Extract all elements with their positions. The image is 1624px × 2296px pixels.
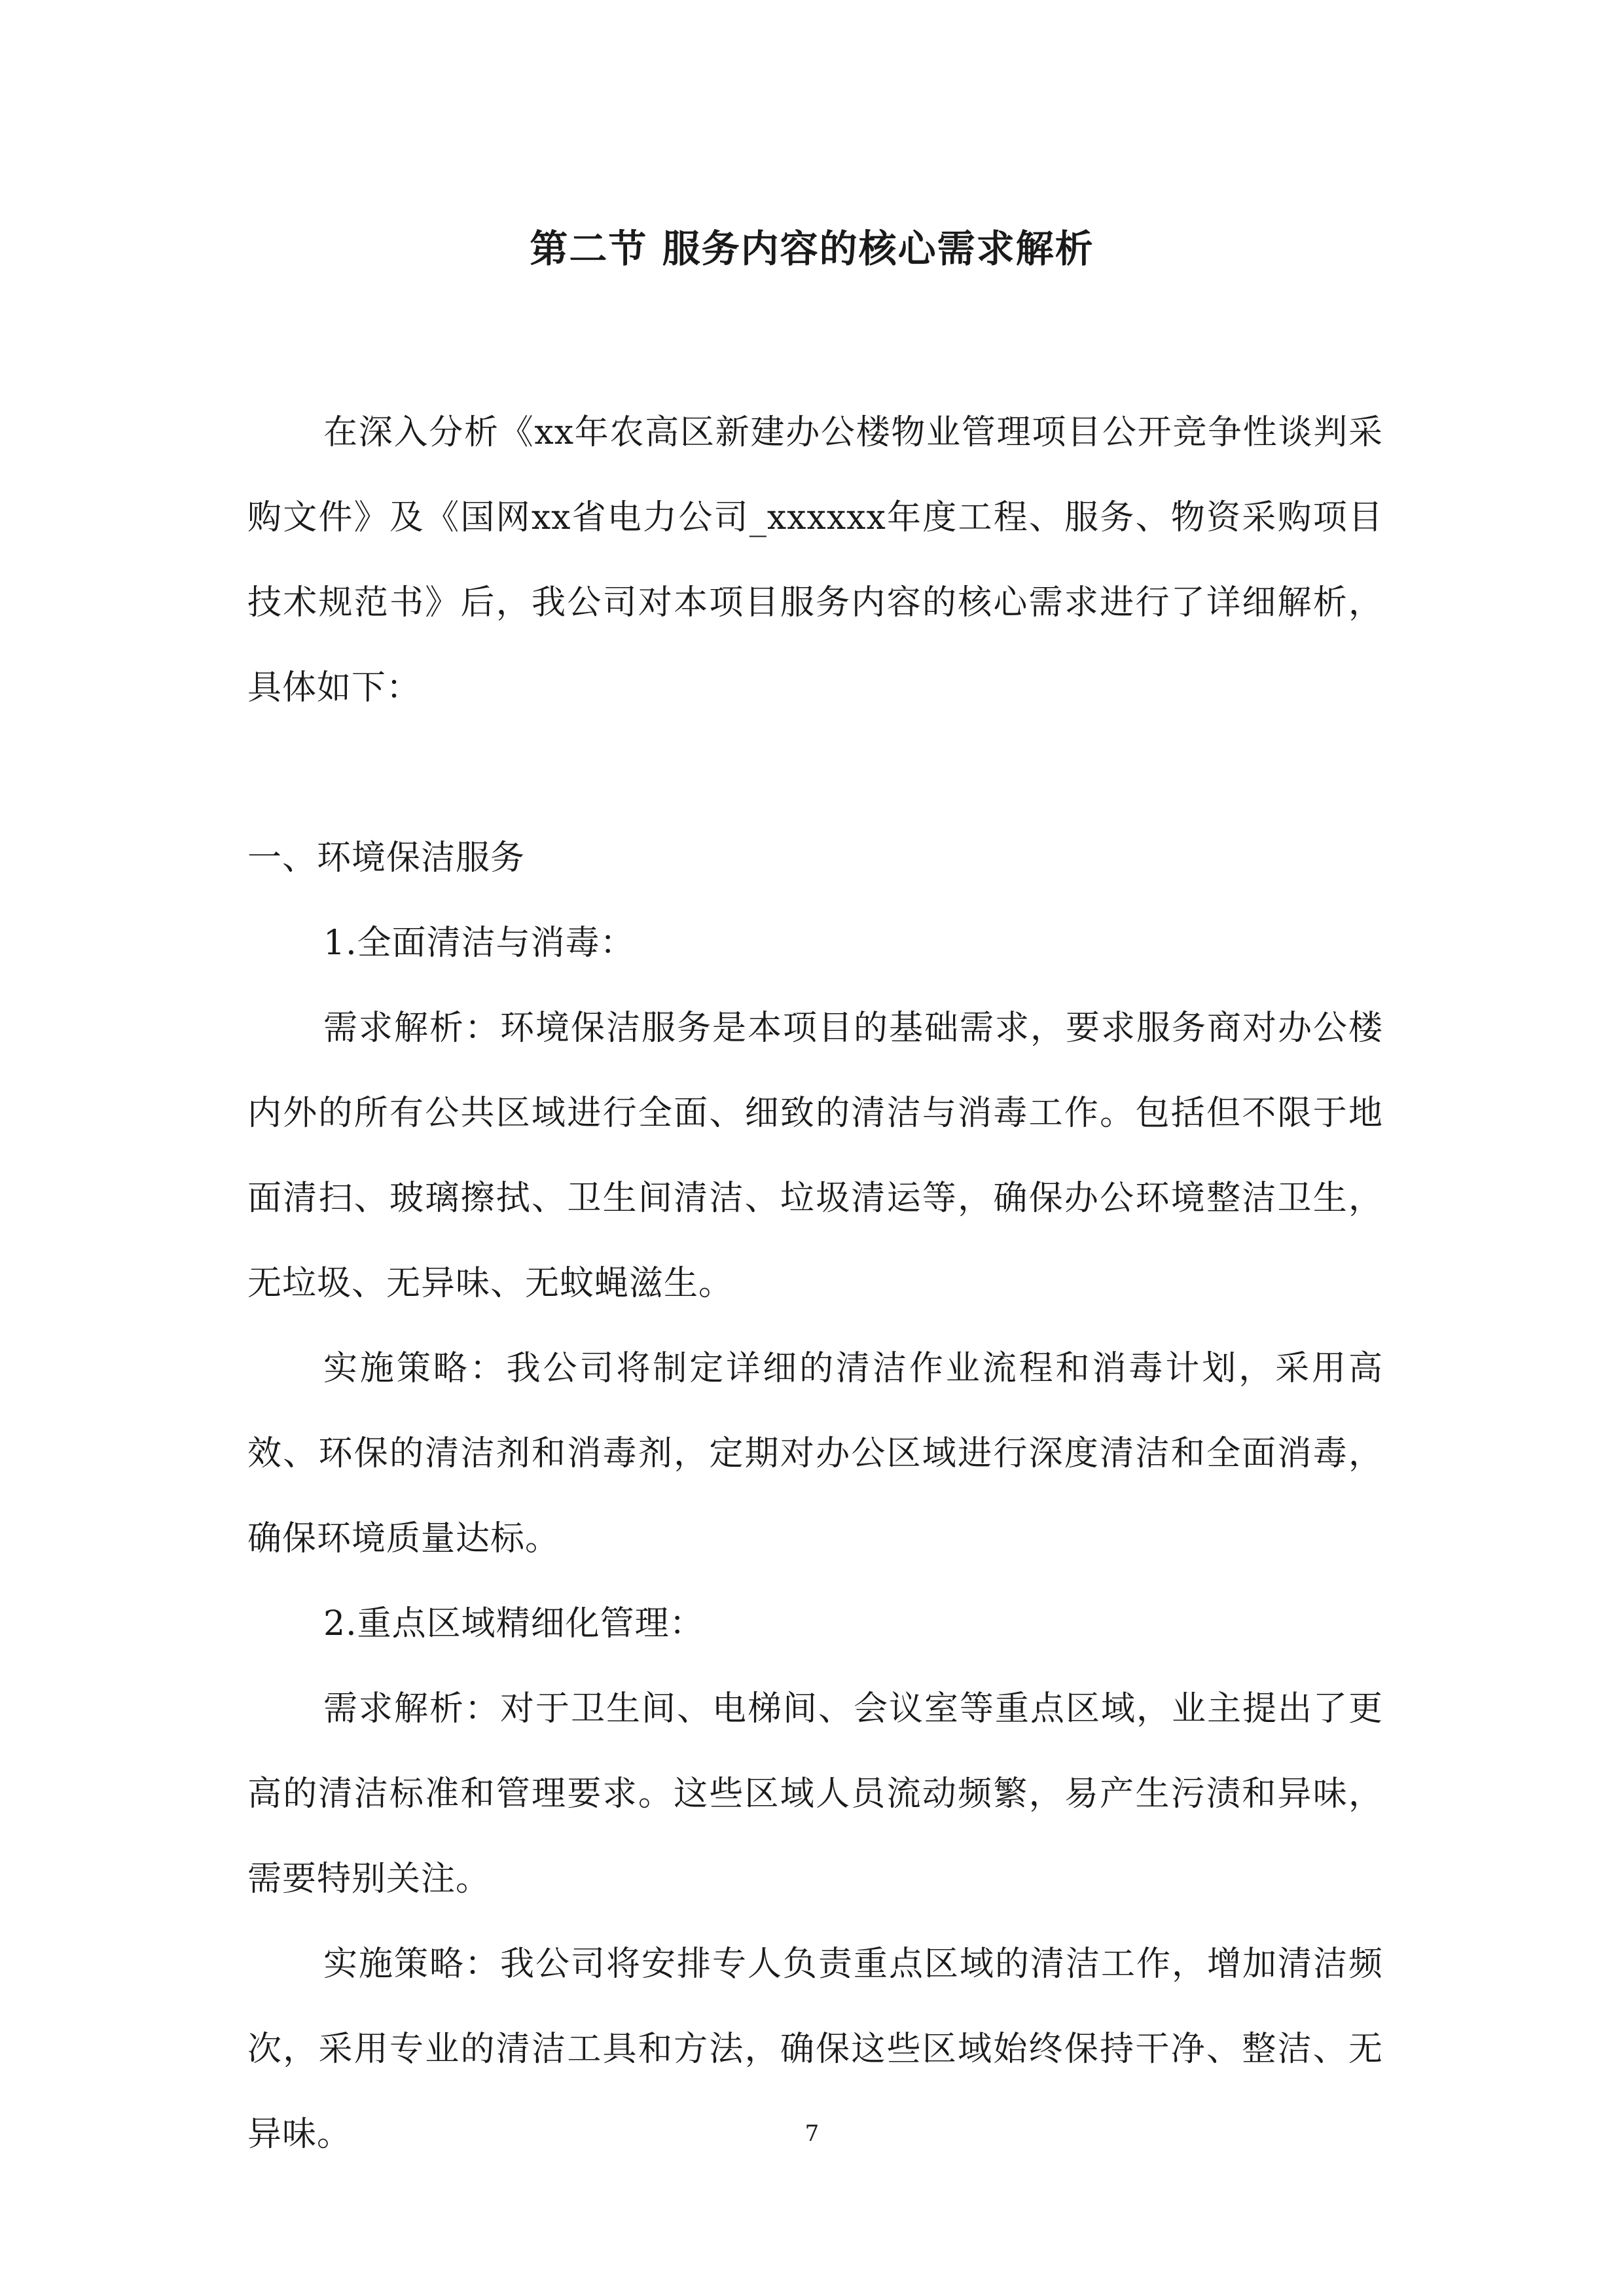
item1-analysis: 需求解析：环境保洁服务是本项目的基础需求，要求服务商对办公楼内外的所有公共区域进行全面、细致的清洁与消毒工作。包括但不限于地面清扫、玻璃擦拭、卫生间清洁、垃圾清运等，确保办公环境整洁卫生，无垃圾、无异味、无蚊蝇滋生。 <box>247 1009 1383 1303</box>
section-title: 第二节 服务内容的核心需求解析 <box>530 226 1094 271</box>
intro-paragraph: 在深入分析《xx年农高区新建办公楼物业管理项目公开竞争性谈判采购文件》及《国网xx省电力公司_xxxxxx年度工程、服务、物资采购项目技术规范书》后，我公司对本项目服务内容的核心需求进行了详细解析，具体如下： <box>247 413 1383 708</box>
item1-heading: 1.全面清洁与消毒： <box>323 924 635 963</box>
document-body <box>247 390 1383 2177</box>
spacer <box>247 730 1383 816</box>
page-number: 7 <box>804 2121 820 2147</box>
item2-heading: 2.重点区域精细化管理： <box>323 1604 704 1643</box>
item2-analysis: 需求解析：对于卫生间、电梯间、会议室等重点区域，业主提出了更高的清洁标准和管理要求。这些区域人员流动频繁，易产生污渍和异味，需要特别关注。 <box>247 1689 1383 1899</box>
item1-strategy: 实施策略：我公司将制定详细的清洁作业流程和消毒计划，采用高效、环保的清洁剂和消毒剂，定期对办公区域进行深度清洁和全面消毒，确保环境质量达标。 <box>247 1349 1383 1558</box>
item2-strategy: 实施策略：我公司将安排专人负责重点区域的清洁工作，增加清洁频次，采用专业的清洁工具和方法，确保这些区域始终保持干净、整洁、无异味。 <box>247 1945 1383 2154</box>
section1-heading: 一、环境保洁服务 <box>247 838 526 878</box>
